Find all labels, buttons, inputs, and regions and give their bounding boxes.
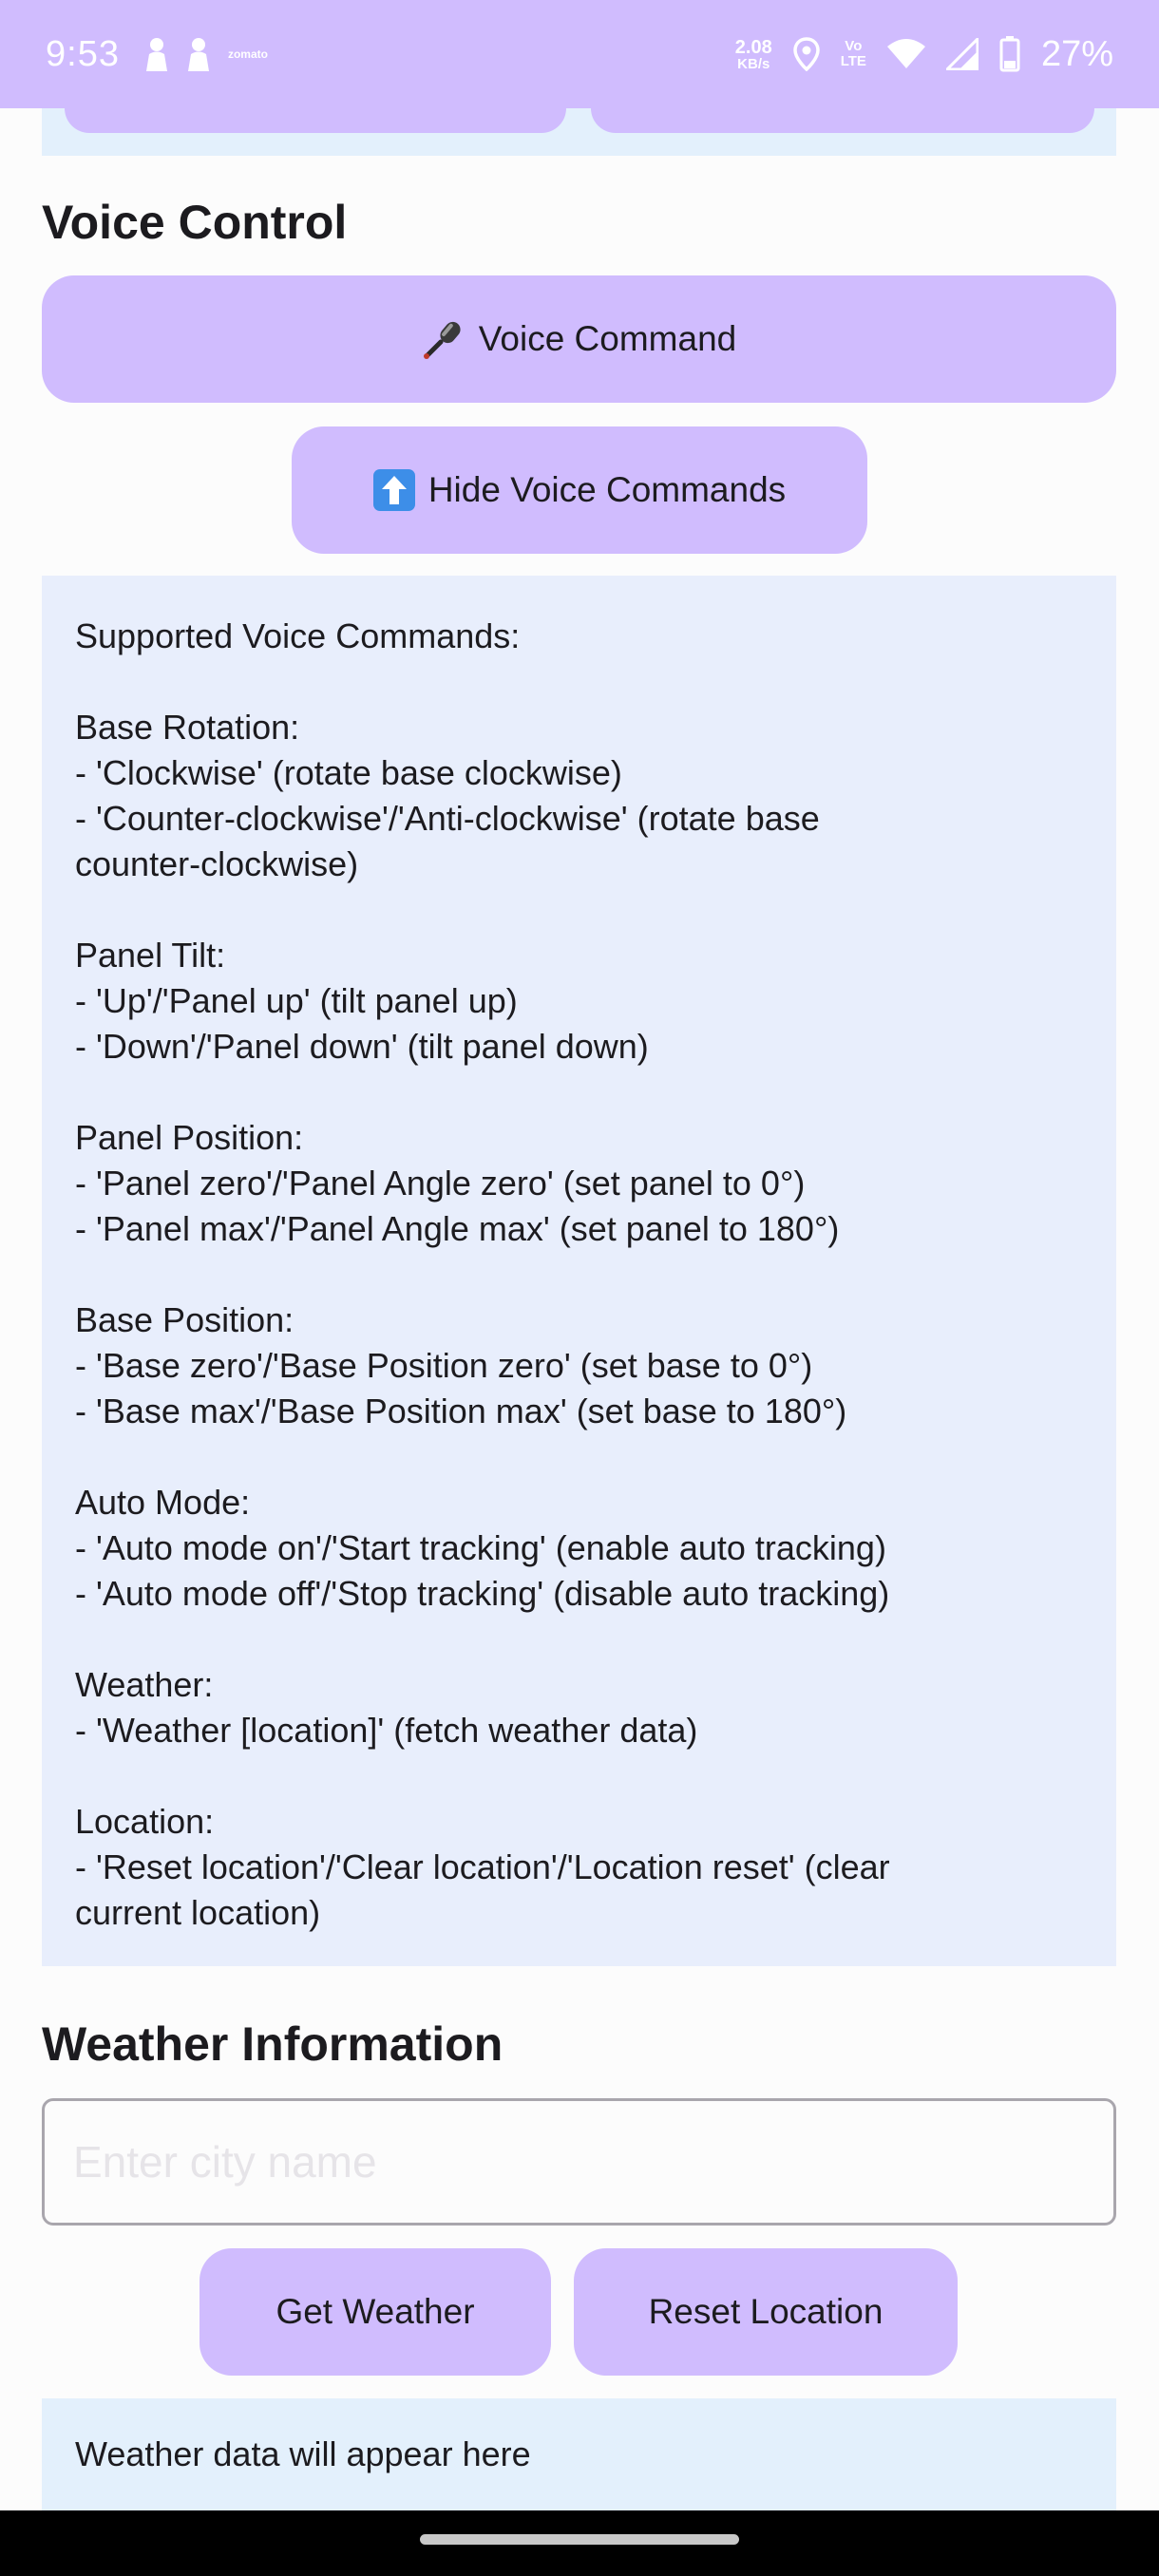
hide-voice-commands-label: Hide Voice Commands (428, 470, 787, 509)
hide-voice-commands-button[interactable] (292, 426, 867, 554)
status-time: 9:53 (46, 33, 120, 74)
microphone-icon (422, 317, 466, 361)
battery-icon (999, 36, 1020, 72)
command-line: - 'Base max'/'Base Position max' (set base to 180°) (75, 1392, 847, 1430)
volte-bottom: LTE (840, 53, 866, 69)
location-icon (793, 37, 820, 71)
command-line: - 'Auto mode off'/'Stop tracking' (disable auto tracking) (75, 1574, 890, 1613)
status-right (735, 34, 1113, 75)
command-line: - 'Auto mode on'/'Start tracking' (enable auto tracking) (75, 1528, 886, 1567)
command-line: - 'Panel zero'/'Panel Angle zero' (set panel to 0°) (75, 1164, 806, 1203)
command-line: - 'Reset location'/'Clear location'/'Location reset' (clear (75, 1847, 890, 1886)
voice-command-button[interactable] (42, 275, 1116, 403)
home-gesture-handle[interactable] (420, 2534, 739, 2545)
voice-commands-panel (42, 576, 1116, 1966)
group-title: Weather: (75, 1665, 214, 1704)
volte-top: Vo (845, 38, 863, 55)
person-icon (186, 37, 211, 71)
network-speed-value: 2.08 (734, 36, 772, 58)
city-name-input[interactable] (42, 2098, 1116, 2226)
command-line: - 'Panel max'/'Panel Angle max' (set panel to 180°) (75, 1209, 840, 1248)
command-line: - 'Clockwise' (rotate base clockwise) (75, 753, 622, 792)
voice-control-heading: Voice Control (42, 196, 348, 249)
status-bar (0, 0, 1159, 108)
group-title: Auto Mode: (75, 1483, 251, 1522)
group-title: Base Rotation: (75, 708, 300, 747)
group-title: Panel Tilt: (75, 936, 226, 975)
network-speed (735, 38, 772, 71)
commands-title: Supported Voice Commands: (75, 616, 521, 655)
status-left (46, 34, 268, 75)
command-line: - 'Base zero'/'Base Position zero' (set base to 0°) (75, 1346, 813, 1385)
voice-command-label: Voice Command (478, 319, 737, 358)
up-arrow-icon (373, 469, 415, 511)
weather-output: Weather data will appear here (42, 2398, 1116, 2512)
signal-icon (946, 38, 978, 70)
person-icon (144, 37, 169, 71)
group-title: Location: (75, 1802, 215, 1841)
weather-information-heading: Weather Information (42, 2017, 504, 2071)
previous-controls-section (42, 108, 1116, 156)
volte-indicator (841, 39, 866, 69)
notification-text: zomato (227, 47, 268, 61)
network-speed-unit: KB/s (737, 55, 770, 72)
reset-location-button[interactable]: Reset Location (574, 2248, 958, 2376)
command-line: - 'Weather [location]' (fetch weather data) (75, 1711, 698, 1750)
previous-left-button[interactable] (65, 108, 566, 133)
group-title: Panel Position: (75, 1118, 304, 1157)
command-line: current location) (75, 1893, 321, 1932)
command-line: - 'Up'/'Panel up' (tilt panel up) (75, 981, 518, 1020)
wifi-icon (887, 39, 925, 69)
command-line: - 'Counter-clockwise'/'Anti-clockwise' (rotate base (75, 799, 820, 838)
previous-right-button[interactable] (591, 108, 1094, 133)
get-weather-button[interactable]: Get Weather (200, 2248, 551, 2376)
group-title: Base Position: (75, 1300, 294, 1339)
battery-percent: 27% (1040, 33, 1113, 74)
command-line: - 'Down'/'Panel down' (tilt panel down) (75, 1027, 649, 1066)
command-line: counter-clockwise) (75, 844, 359, 883)
